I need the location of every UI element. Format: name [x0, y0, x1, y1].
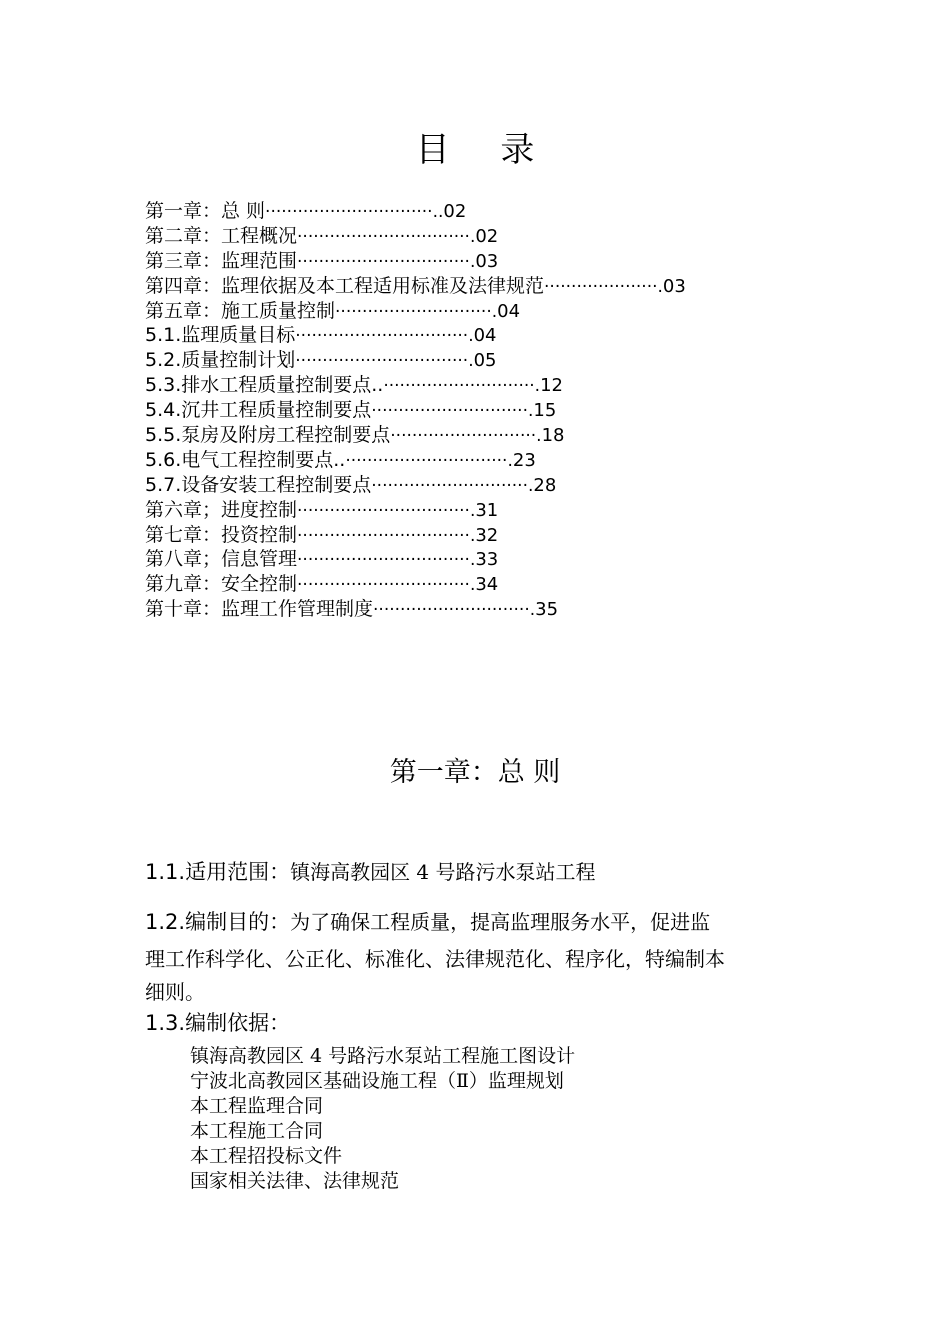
toc-entry: [145, 423, 825, 448]
toc-entry: [145, 299, 825, 324]
toc-page-number: 05: [473, 350, 497, 372]
toc-leader-dots: ································.: [297, 575, 476, 596]
section-body-line: 理工作科学化、公正化、标准化、法律规范化、程序化，特编制本: [145, 947, 725, 971]
toc-leader-dots: ···························.: [390, 426, 542, 447]
section-body: 镇海高教园区 4 号路污水泵站工程: [290, 860, 596, 884]
toc-leader-dots: ································.: [297, 525, 476, 546]
toc-entry-label: 第五章：施工质量控制: [145, 299, 336, 322]
section-purpose: [145, 906, 810, 1010]
toc-entry-label: 第九章：安全控制: [145, 573, 298, 596]
toc-page-number: 04: [497, 300, 521, 322]
toc-entry: [145, 523, 825, 548]
toc-entry-label: 第四章：监理依据及本工程适用标准及法律规范: [145, 274, 545, 297]
section-heading: 1.3.编制依据：: [145, 1011, 291, 1035]
toc-entry-label: 5.4.沉井工程质量控制要点: [145, 399, 372, 422]
toc-entry: [145, 473, 825, 498]
toc-entry: [145, 572, 825, 597]
toc-page-number: 03: [475, 250, 499, 272]
toc-page-number: 15: [533, 400, 557, 422]
toc-entry-label: 第六章；进度控制: [145, 498, 298, 521]
toc-page-number: 04: [473, 325, 497, 347]
toc-leader-dots: ······························.: [345, 450, 513, 471]
toc-entry: [145, 547, 825, 572]
toc-entry: [145, 323, 825, 348]
toc-page-number: 35: [535, 599, 559, 621]
toc-page-number: 34: [475, 574, 499, 596]
toc-entry-label: 第二章：工程概况: [145, 224, 298, 247]
section-scope: [145, 856, 810, 890]
toc-entry: [145, 249, 825, 274]
section-heading: 1.2.编制目的：: [145, 910, 291, 934]
toc-page-number: 18: [541, 425, 565, 447]
toc-page-number: 03: [662, 275, 686, 297]
toc-page-number: 33: [475, 549, 499, 571]
toc-entry: [145, 348, 825, 373]
toc-entry: [145, 498, 825, 523]
toc-entry: [145, 274, 825, 299]
toc-page-number: 02: [443, 201, 467, 222]
toc-leader-dots: ·······························..: [265, 202, 444, 222]
toc-leader-dots: ·····················.: [544, 276, 663, 297]
toc-leader-dots: ································.: [297, 251, 476, 272]
toc-leader-dots: ·····························.: [335, 301, 498, 322]
section-heading: 1.1.适用范围：: [145, 860, 291, 884]
toc-page-number: 32: [475, 524, 499, 546]
toc-entry-label: 第三章：监理范围: [145, 249, 298, 272]
toc-entry-label: 5.1.监理质量目标: [145, 324, 296, 347]
toc-entry-label: 第七章：投资控制: [145, 523, 298, 546]
toc-page-number: 23: [512, 449, 536, 471]
section-body-line: 细则。: [145, 980, 205, 1004]
toc-entry-label: 第八章；信息管理: [145, 548, 298, 571]
toc-entry-label: 5.6.电气工程控制要点..: [145, 448, 346, 471]
toc-page-number: 02: [475, 225, 499, 247]
toc-entry: [145, 224, 825, 249]
toc-leader-dots: ·····························.: [373, 600, 536, 621]
list-item: 本工程监理合同: [190, 1095, 324, 1117]
list-item: 镇海高教园区 4 号路污水泵站工程施工图设计: [190, 1045, 576, 1067]
toc-entry: [145, 448, 825, 473]
toc-leader-dots: ································.: [297, 500, 476, 521]
toc-page-number: 31: [475, 499, 499, 521]
list-item: 宁波北高教园区基础设施工程（Ⅱ）监理规划: [190, 1070, 564, 1092]
toc-entry-label: 第十章：监理工作管理制度: [145, 598, 374, 621]
toc-leader-dots: ····························.: [383, 376, 541, 397]
toc-entry-label: 5.2.质量控制计划: [145, 349, 296, 372]
toc-entry-label: 5.3.排水工程质量控制要点..: [145, 374, 384, 397]
toc-leader-dots: ································.: [295, 326, 474, 347]
toc-leader-dots: ································.: [297, 550, 476, 571]
section-body-line: 为了确保工程质量，提高监理服务水平，促进监: [290, 910, 711, 934]
section-basis: [145, 1007, 810, 1041]
list-item: 国家相关法律、法律规范: [190, 1170, 400, 1192]
toc-entry-label: 5.5.泵房及附房工程控制要点: [145, 424, 391, 447]
list-item: 本工程招投标文件: [190, 1145, 343, 1167]
toc-leader-dots: ·····························.: [371, 475, 534, 496]
toc-entry-label: 5.7.设备安装工程控制要点: [145, 473, 372, 496]
chapter-title: 第一章：总 则: [389, 757, 561, 788]
toc-page-number: 12: [540, 375, 563, 397]
toc-page-number: 28: [533, 474, 557, 496]
toc-entry-label: 第一章：总 则: [145, 200, 266, 222]
table-of-contents: [145, 199, 825, 622]
toc-leader-dots: ································.: [295, 351, 474, 372]
toc-title: 目 录: [415, 130, 555, 170]
toc-entry: [145, 373, 825, 398]
toc-entry: [145, 398, 825, 423]
basis-list: [190, 1044, 575, 1194]
list-item: 本工程施工合同: [190, 1120, 324, 1142]
toc-entry: [145, 199, 825, 224]
toc-leader-dots: ·····························.: [371, 401, 534, 422]
toc-entry: [145, 597, 825, 622]
toc-leader-dots: ································.: [297, 226, 476, 247]
